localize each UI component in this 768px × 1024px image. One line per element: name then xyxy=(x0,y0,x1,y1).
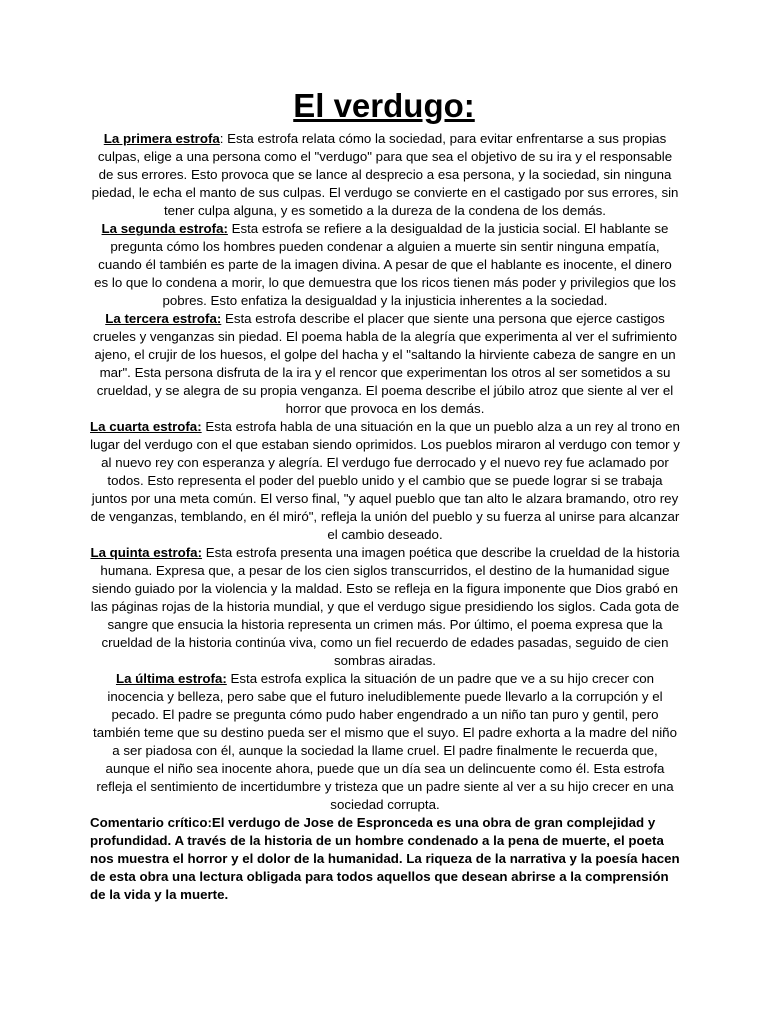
stanza-4-label: La cuarta estrofa: xyxy=(90,419,202,434)
stanza-1 xyxy=(90,130,680,220)
stanza-2-text: Esta estrofa se refiere a la desigualdad de la justicia social. El hablante se pregunta cómo los hombres pueden condenar a alguien a muerte sin sentir ninguna empatía, cuando él también es parte de la imagen divina. A pesar de que el hablante es inocente, el dinero es lo que lo condena a morir, lo que demuestra que los ricos tienen más poder y privilegios que los pobres. Esto enfatiza la desigualdad y la injusticia inherentes a la sociedad. xyxy=(94,221,676,308)
stanza-2-label: La segunda estrofa: xyxy=(101,221,228,236)
stanza-5-text: Esta estrofa presenta una imagen poética que describe la crueldad de la historia humana. Expresa que, a pesar de los cien siglos transcurridos, el destino de la humanidad sigue siendo guiado por la violencia y la maldad. Esto se refleja en la figura imponente que Dios grabó en las páginas rojas de la historia mundial, y que el verdugo sigue presidiendo los siglos. Cada gota de sangre que ensucia la historia representa un crimen más. Por último, el poema expresa que la crueldad de la historia continúa viva, como un fiel recuerdo de edades pasadas, seguido de cien sombras airadas. xyxy=(90,545,680,668)
document-body xyxy=(90,130,680,904)
critical-comment: Comentario crítico:El verdugo de Jose de Espronceda es una obra de gran complejidad y profundidad. A través de la historia de un hombre condenado a la pena de muerte, el poeta nos muestra el horror y el dolor de la humanidad. La riqueza de la narrativa y la poesía hacen de esta obra una lectura obligada para todos aquellos que desean abrirse a la comprensión de la vida y la muerte. xyxy=(90,815,680,902)
stanza-4 xyxy=(90,418,680,544)
stanza-2 xyxy=(90,220,680,310)
stanza-3 xyxy=(90,310,680,418)
stanza-5-label: La quinta estrofa: xyxy=(90,545,203,560)
stanza-3-label: La tercera estrofa: xyxy=(105,311,222,326)
stanza-6 xyxy=(90,670,680,814)
stanza-6-text: Esta estrofa explica la situación de un padre que ve a su hijo crecer con inocencia y belleza, pero sabe que el futuro ineludiblemente puede llevarlo a la corrupción y el pecado. El padre se pregunta cómo pudo haber engendrado a un niño tan puro y gentil, pero también teme que su destino pueda ser el mismo que el suyo. El padre exhorta a la madre del niño a ser piadosa con él, aunque la sociedad la llame cruel. El padre finalmente le recuerda que, aunque el niño sea inocente ahora, puede que un día sea un delincuente como él. Esta estrofa refleja el sentimiento de incertidumbre y tristeza que un padre siente al ver a su hijo crecer en una sociedad corrupta. xyxy=(93,671,677,812)
document-title: El verdugo: xyxy=(293,87,475,124)
stanza-4-text: Esta estrofa habla de una situación en la que un pueblo alza a un rey al trono en lugar del verdugo con el que estaban siendo oprimidos. Los pueblos miraron al verdugo con temor y al nuevo rey con esperanza y alegría. El verdugo fue derrocado y el nuevo rey fue aclamado por todos. Esto representa el poder del pueblo unido y el cambio que se puede lograr si se trabaja juntos por una meta común. El verso final, "y aquel pueblo que tan alto le alzara bramando, otro rey de venganzas, temblando, en él miró", refleja la unión del pueblo y su fuerza al unirse para alcanzar el cambio deseado. xyxy=(90,419,680,542)
stanza-5 xyxy=(90,544,680,670)
stanza-3-text: Esta estrofa describe el placer que siente una persona que ejerce castigos crueles y venganzas sin piedad. El poema habla de la alegría que experimenta al ver el sufrimiento ajeno, el crujir de los huesos, el golpe del hacha y el "saltando la hirviente cabeza de sangre en un mar". Esta persona disfruta de la ira y el rencor que experimentan los otros al ser sometidos a su crueldad, y se alegra de su propia venganza. El poema describe el júbilo atroz que siente al ver el horror que provoca en los demás. xyxy=(93,311,677,416)
stanza-1-text: : Esta estrofa relata cómo la sociedad, para evitar enfrentarse a sus propias culpas, elige a una persona como el "verdugo" para que sea el objetivo de su ira y el responsable de sus errores. Esto provoca que se lance al desprecio a esa persona, y la sociedad, sin ninguna piedad, le echa el manto de sus culpas. El verdugo se convierte en el castigado por sus errores, sin tener culpa alguna, y es sometido a la dureza de la condena de los demás. xyxy=(91,131,679,218)
stanza-1-label: La primera estrofa xyxy=(103,131,220,146)
stanza-6-label: La última estrofa: xyxy=(115,671,227,686)
